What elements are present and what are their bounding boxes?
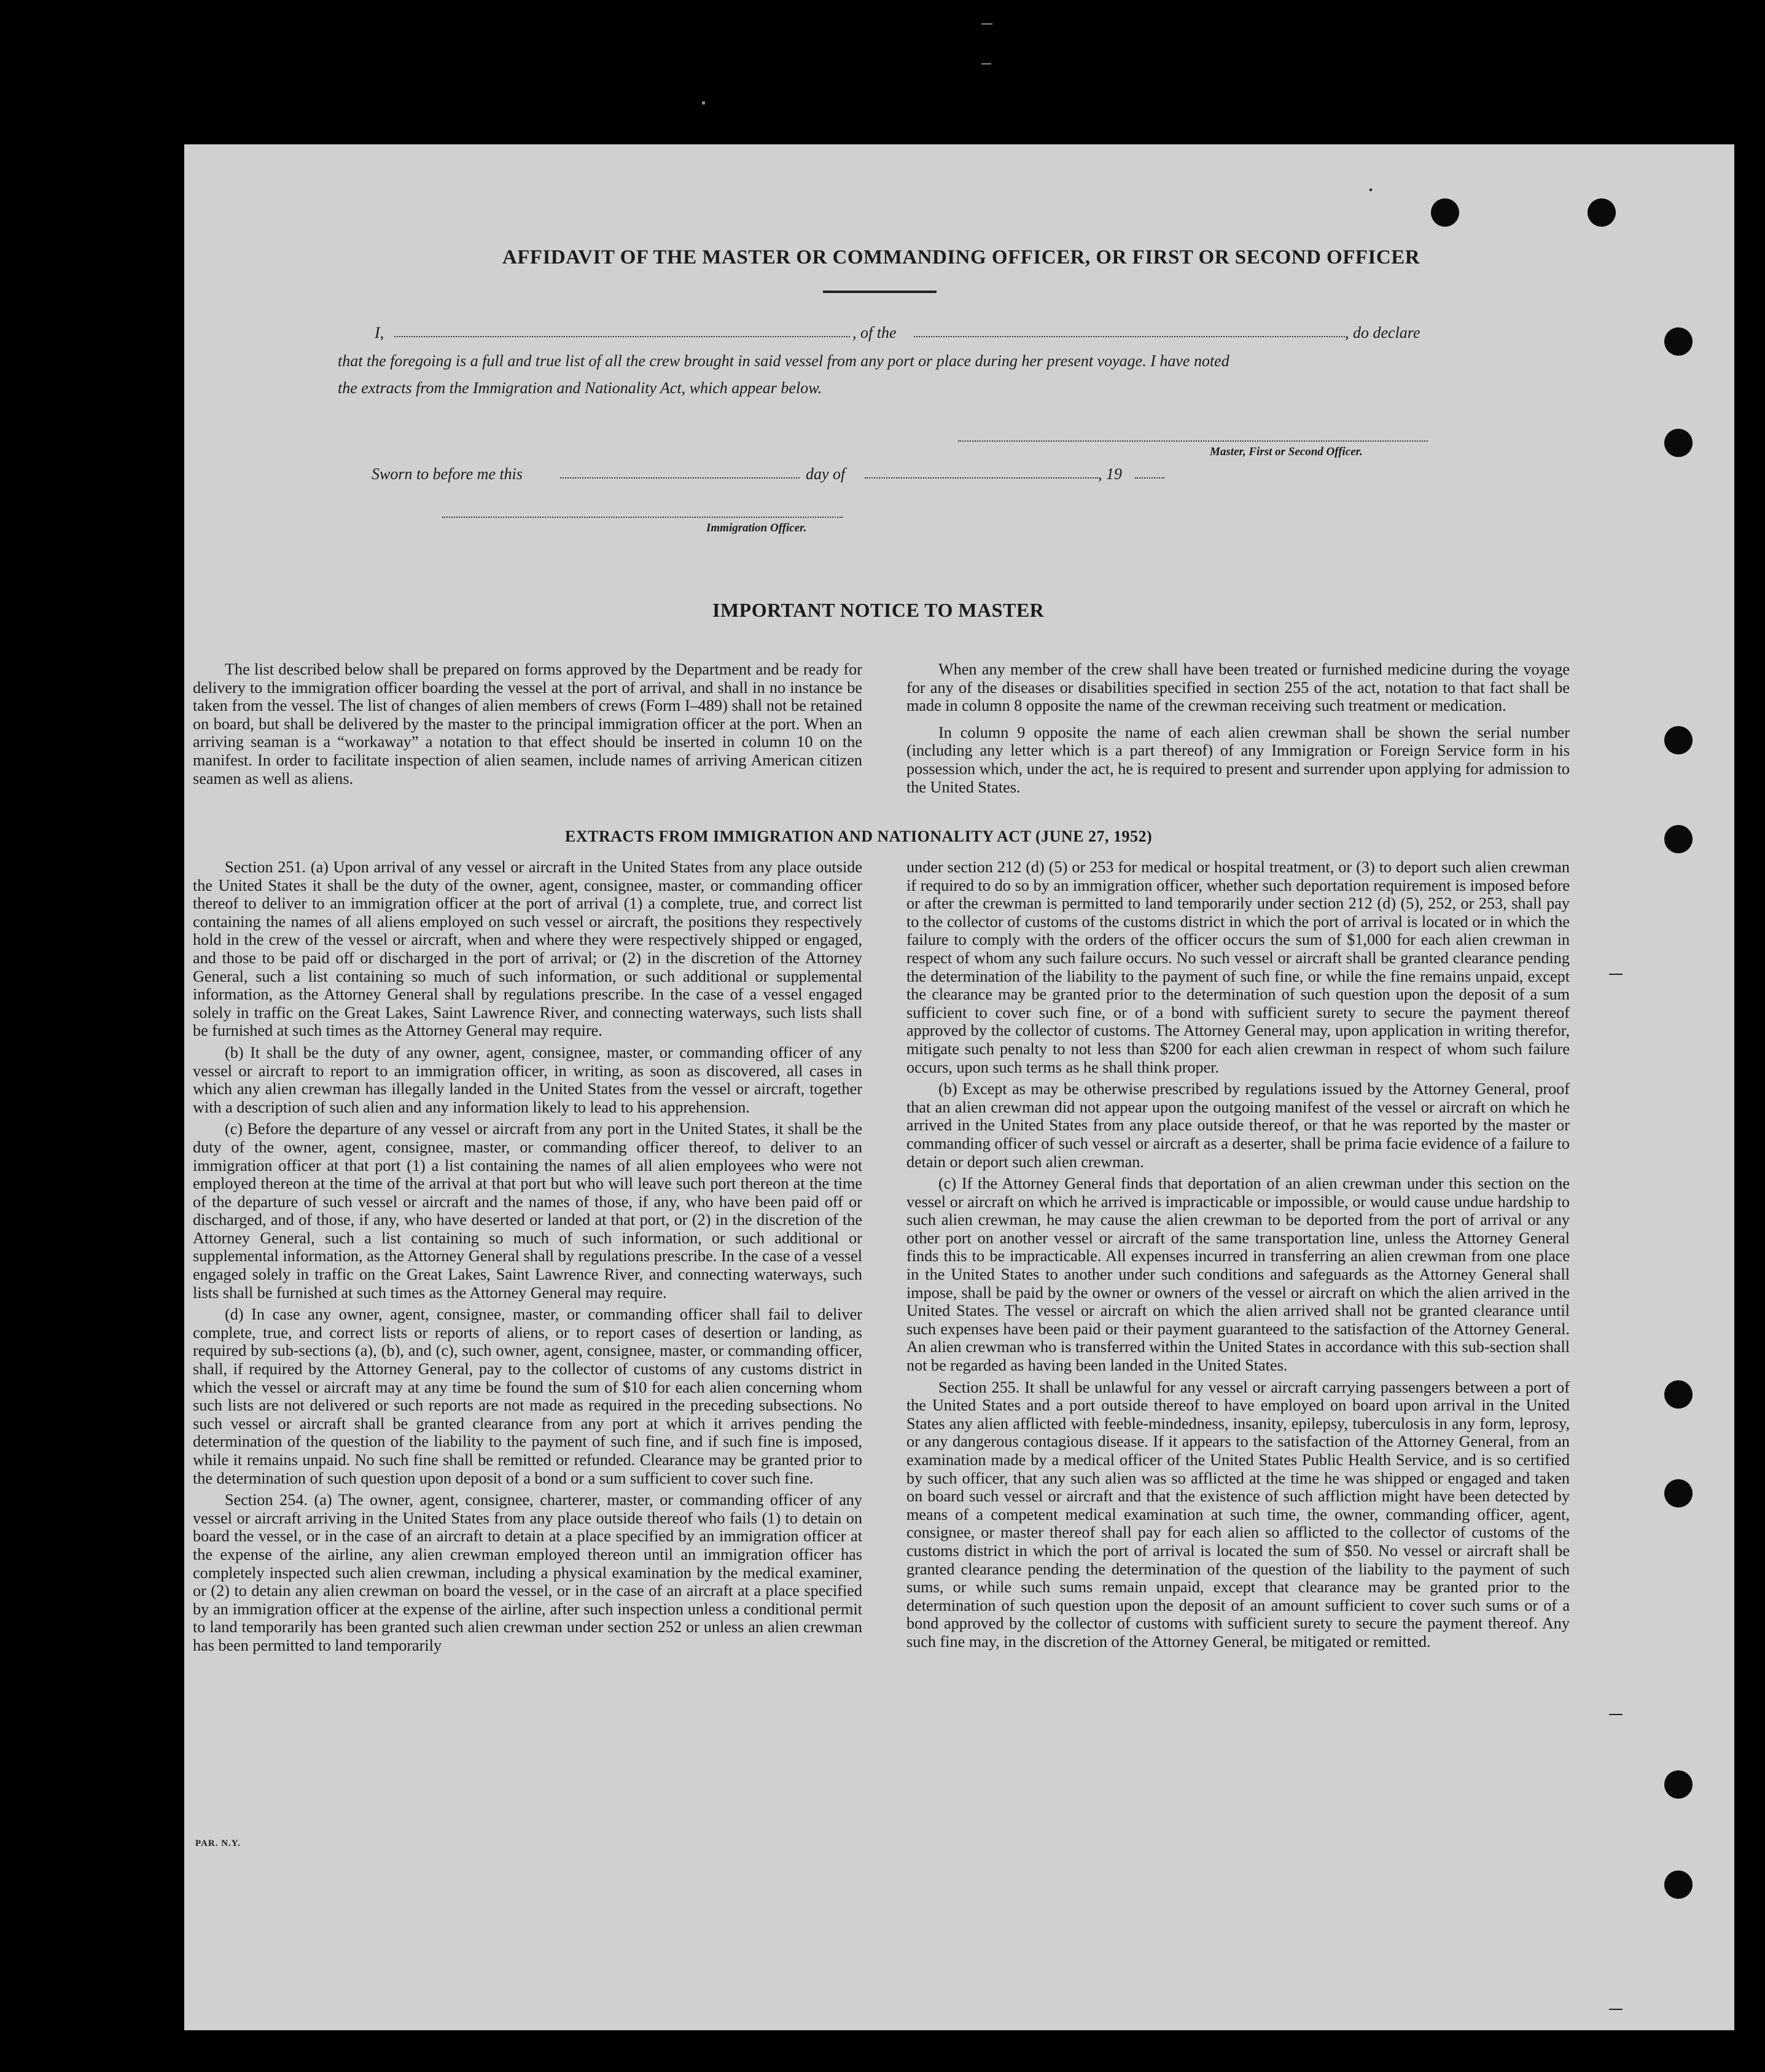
binder-hole [1431, 198, 1459, 227]
scan-speck [1609, 2009, 1623, 2010]
affidavit-title: AFFIDAVIT OF THE MASTER OR COMMANDING OFFICER, OR FIRST OR SECOND OFFICER [502, 246, 1420, 268]
day-of-label: day of [806, 465, 846, 483]
vessel-name-field[interactable] [914, 336, 1345, 337]
title-underline [823, 291, 937, 293]
notice-title: IMPORTANT NOTICE TO MASTER [712, 599, 1045, 621]
binder-hole [1664, 825, 1693, 853]
scan-speck [981, 63, 991, 65]
affidavit-i-label: I, [375, 324, 384, 342]
officer-signature-field[interactable] [442, 517, 843, 518]
master-caption: Master, First or Second Officer. [1210, 445, 1363, 458]
section-255: Section 255. It shall be unlawful for any vessel or aircraft carrying passengers between a port of the United States and a port outside thereof to have employed on board upon arrival in the United States any alien afflicted with feeble-mindedness, insanity, epilepsy, tuberculosis in any form, leprosy, or any dangerous contagious disease. If it appears to the satisfaction of the Attorney General, from an examination made by a medical officer of the United States Public Health Service, and is so certified by such officer, that any such alien was so afflicted at the time he was shipped or engaged and taken on board such vessel or aircraft and that the existence of such affliction might have been detected by means of a competent medical examination at such time, the owner, commanding officer, agent, consignee, or master thereof shall pay for each alien so afflicted to the collector of customs of the customs district in which the port of arrival is located the sum of $50. No vessel or aircraft shall be granted clearance pending the determination of the question of the liability to the payment of such sums, or while such sums remain unpaid, except that clearance may be granted prior to the determination of such question upon the deposit of an amount sufficient to cover such sums or of a bond approved by the collector of customs with sufficient surety to secure the payment thereof. Any such fine may, in the discretion of the Attorney General, be mitigated or remitted. [906, 1378, 1570, 1651]
section-251-d: (d) In case any owner, agent, consignee, master, or commanding officer shall fail to deliver complete, true, and correct lists or reports of aliens, or to report cases of desertion or landing, as required by sub-sections (a), (b), and (c), such owner, agent, consignee, master, or commanding officer, shall, if required by the Attorney General, pay to the collector of customs of any customs district in which the vessel or aircraft may at any time be found the sum of $10 for each alien concerning whom such lists are not delivered or such reports are not made as required in the preceding subsections. No such vessel or aircraft shall be granted clearance from any port at which it arrives pending the determination of the question of the liability to the payment of such fine, and if such fine is imposed, while it remains unpaid. No such fine shall be remitted or refunded. Clearance may be granted prior to the determination of such question upon deposit of a bond or a sum sufficient to cover such fine. [193, 1305, 862, 1487]
section-251-b: (b) It shall be the duty of any owner, agent, consignee, master, or commanding officer of any vessel or aircraft to report to an immigration officer, in writing, as soon as discovered, all cases in which any alien crewman has illegally landed in the United States from the vessel or aircraft, together with a description of such alien and any information likely to lead to his apprehension. [193, 1043, 862, 1116]
notice-right-paragraph-2: In column 9 opposite the name of each alien crewman shall be shown the serial number (including any letter which is a part thereof) of any Immigration or Foreign Service form in his possession which, under the act, he is required to present and surrender upon applying for admission to the United States. [906, 723, 1570, 796]
affidavit-line-2: that the foregoing is a full and true list of all the crew brought in said vessel from any port or place during her present voyage. I have noted [338, 352, 1229, 370]
section-251-a: Section 251. (a) Upon arrival of any vessel or aircraft in the United States from any place outside the United States it shall be the duty of the owner, agent, consignee, master, or commanding officer thereof to deliver to an immigration officer at the port of arrival (1) a complete, true, and correct list containing the names of all aliens employed on such vessel or aircraft, the positions they respectively hold in the crew of the vessel or aircraft, when and where they were respectively shipped or engaged, and those to be paid off or discharged in the port of arrival; or (2) in the discretion of the Attorney General, such a list containing so much of such information, or such additional or supplemental information, as the Attorney General shall by regulations prescribe. In the case of a vessel engaged solely in traffic on the Great Lakes, Saint Lawrence River, and connecting waterways, such lists shall be furnished at such times as the Attorney General may require. [193, 858, 862, 1040]
notice-left-paragraph: The list described below shall be prepared on forms approved by the Department and be ready for delivery to the immigration officer boarding the vessel at the port of arrival, and shall in no instance be taken from the vessel. The list of changes of alien members of crews (Form I–489) shall not be retained on board, but shall be delivered by the master to the principal immigration officer at the port. When an arriving seaman is a “workaway” a notation to that effect should be inserted in column 10 on the manifest. In order to facilitate inspection of alien seamen, include names of arriving American citizen seamen as well as aliens. [193, 660, 862, 788]
section-251-c: (c) Before the departure of any vessel or aircraft from any port in the United States, it shall be the duty of the owner, agent, consignee, master, or commanding officer thereof, to deliver to an immigration officer at that port (1) a list containing the names of all alien employees who were not employed thereon at the time of the arrival at that port but who will leave such port thereon at the time of the departure of such vessel or aircraft and the names of those, if any, who have been paid off or discharged, and of those, if any, who have deserted or landed at that port, or (2) in the discretion of the Attorney General, such a list containing so much of such information, or such additional or supplemental information, as the Attorney General shall by regulations prescribe. In the case of a vessel engaged solely in traffic on the Great Lakes, Saint Lawrence River, and connecting waterways, such lists shall be furnished at such times as the Attorney General may require. [193, 1120, 862, 1302]
declarant-name-field[interactable] [394, 336, 850, 337]
master-signature-field[interactable] [958, 440, 1428, 442]
binder-hole [1664, 726, 1693, 754]
binder-hole [1664, 1479, 1693, 1507]
binder-hole [1588, 198, 1616, 227]
section-254-c: (c) If the Attorney General finds that deportation of an alien crewman under this section on the vessel or aircraft on which he arrived is impracticable or impossible, or would cause undue hardship to such alien crewman, he may cause the alien crewman to be deported from the port of arrival or any other port on another vessel or aircraft of the same transportation line, unless the Attorney General finds this to be impracticable. All expenses incurred in transferring an alien crewman from one place in the United States to another under such conditions and safeguards as the Attorney General shall impose, shall be paid by the owner or owners of the vessel or aircraft on which the alien arrived in the United States. The vessel or aircraft on which the alien arrived shall not be granted clearance until such expenses have been paid or their payment guaranteed to the satisfaction of the Attorney General. An alien crewman who is transferred within the United States in accordance with this sub-section shall not be regarded as having been landed in the United States. [906, 1175, 1570, 1375]
section-254-a-continued: under section 212 (d) (5) or 253 for medical or hospital treatment, or (3) to deport such alien crewman if required to do so by an immigration officer, whether such deportation requirement is imposed before or after the crewman is permitted to land temporarily under section 212 (d) (5), 252, or 253, shall pay to the collector of customs of the customs district in which the port of arrival is located or in which the failure to comply with the orders of the officer occurs the sum of $1,000 for each alien crewman in respect of whom any such failure occurs. No such vessel or aircraft shall be granted clearance pending the determination of the liability to the payment of such fine, or while the fine remains unpaid, except the clearance may be granted prior to the determination of such question upon the deposit of a sum sufficient to cover such fine, or of a bond with sufficient surety to secure the payment thereof approved by the collector of customs. The Attorney General may, upon application in writing therefor, mitigate such penalty to not less than $200 for each alien crewman in respect of whom such failure occurs, upon such terms as he shall think proper. [906, 858, 1570, 1076]
notice-left-column [193, 660, 862, 788]
sworn-year-field[interactable] [1135, 477, 1164, 479]
section-254-b: (b) Except as may be otherwise prescribed by regulations issued by the Attorney General, proof that an alien crewman did not appear upon the outgoing manifest of the vessel or aircraft on which he arrived in the United States from any place outside thereof, or that he was reported by the master or commanding officer of such vessel or aircraft as a deserter, shall be prima facie evidence of a failure to detain or deport such alien crewman. [906, 1080, 1570, 1171]
sworn-month-field[interactable] [865, 477, 1098, 479]
extracts-title: EXTRACTS FROM IMMIGRATION AND NATIONALITY ACT (JUNE 27, 1952) [565, 827, 1153, 845]
officer-caption: Immigration Officer. [706, 522, 807, 534]
affidavit-do-declare-label: , do declare [1345, 324, 1420, 342]
notice-right-column [906, 660, 1570, 796]
sworn-day-field[interactable] [560, 477, 800, 479]
binder-hole [1664, 1380, 1693, 1409]
section-254-a: Section 254. (a) The owner, agent, consignee, charterer, master, or commanding officer of any vessel or aircraft arriving in the United States from any place outside thereof who fails (1) to detain on board the vessel, or in the case of an aircraft to detain at a place specified by an immigration officer at the expense of the airline, any alien crewman employed thereon until an immigration officer has completely inspected such alien crewman, including a physical examination by the medical examiner, or (2) to detain any alien crewman on board the vessel, or in the case of an aircraft at a place specified by an immigration officer at the expense of the airline, after such inspection unless a conditional permit to land temporarily has been granted such alien crewman under section 252 or unless an alien crewman has been permitted to land temporarily [193, 1491, 862, 1654]
extracts-left-column [193, 858, 862, 1655]
extracts-right-column [906, 858, 1570, 1651]
affidavit-of-the-label: , of the [852, 324, 897, 342]
binder-hole [1664, 327, 1693, 356]
binder-hole [1664, 429, 1693, 457]
scan-speck [1609, 1714, 1623, 1715]
document-page [184, 144, 1734, 2030]
binder-hole [1664, 1770, 1693, 1799]
scan-speck [981, 23, 992, 25]
notice-right-paragraph-1: When any member of the crew shall have been treated or furnished medicine during the voyage for any of the diseases or disabilities specified in section 255 of the act, notation to that fact shall be made in column 8 opposite the name of the crewman receiving such treatment or medication. [906, 660, 1570, 715]
year-prefix-label: , 19 [1098, 465, 1122, 483]
scan-speck [1370, 189, 1372, 191]
binder-hole [1664, 1871, 1693, 1899]
scan-speck [702, 101, 705, 104]
printer-mark: PAR. N.Y. [195, 1839, 241, 1848]
affidavit-line-3: the extracts from the Immigration and Nationality Act, which appear below. [338, 379, 822, 397]
sworn-label: Sworn to before me this [372, 465, 523, 483]
scan-speck [1609, 974, 1623, 975]
